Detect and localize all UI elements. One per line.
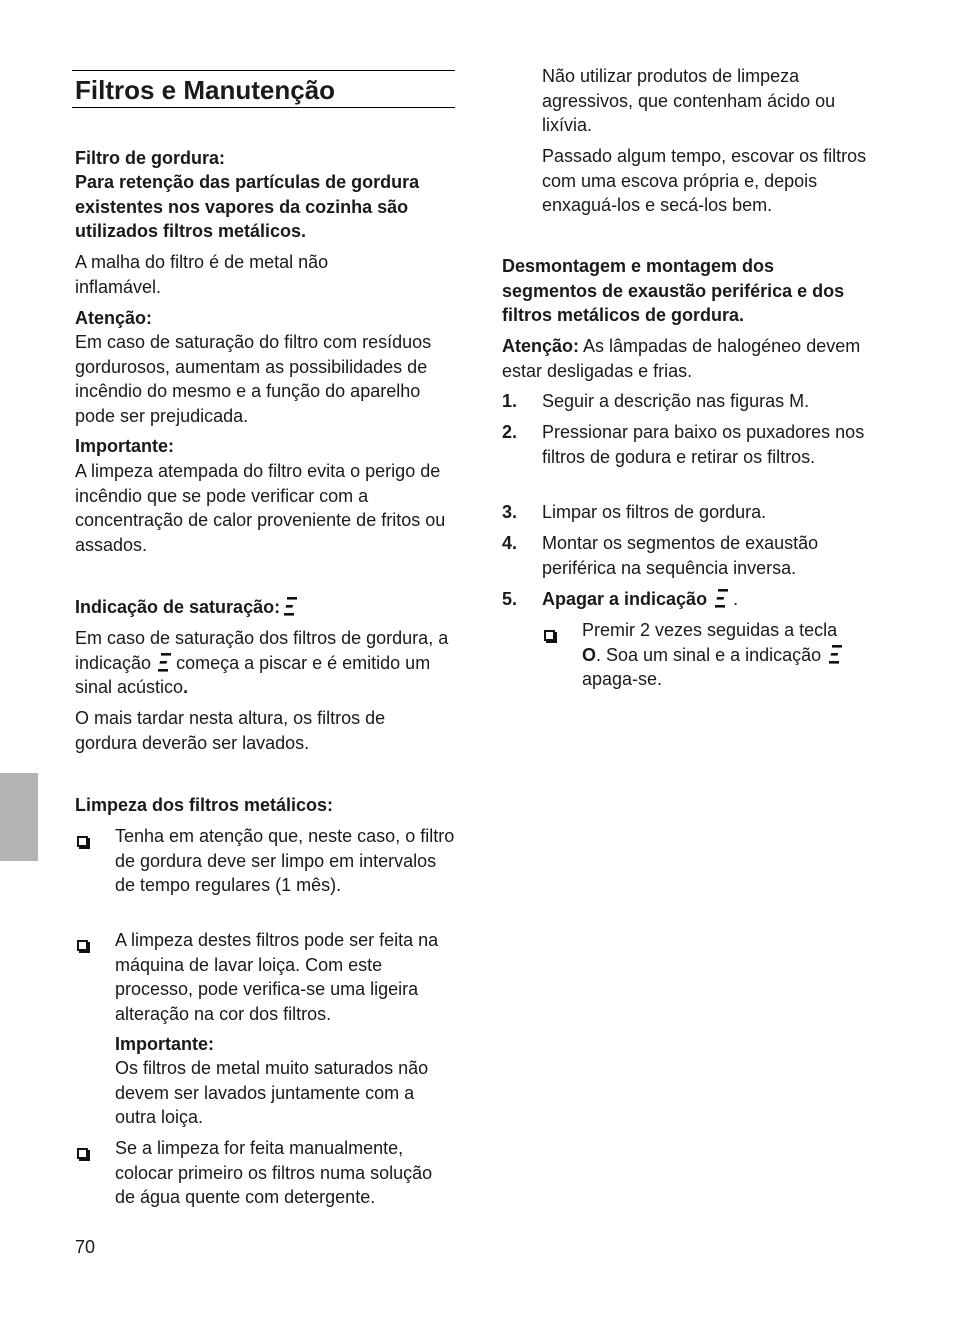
sub-step-part-a: Premir 2 vezes seguidas a tecla [582, 620, 838, 640]
important-label: Importante: [75, 436, 174, 456]
disassembly-attention-text: As lâmpadas de halogéneo devem estar desligadas e frias. [502, 336, 861, 381]
saturation-indicator-icon [284, 596, 298, 618]
disassembly-attention [502, 334, 872, 383]
step-number: 1. [502, 391, 518, 411]
saturation-indicator-icon [158, 652, 172, 674]
step-number: 4. [502, 533, 518, 553]
attention-label: Atenção: [75, 308, 153, 328]
grease-filter-heading: Filtro de gordura: [75, 148, 225, 168]
saturation-indicator-icon [715, 588, 729, 610]
step-text: Limpar os filtros de gordura. [542, 502, 767, 522]
saturation-heading-text: Indicação de saturação: [75, 597, 281, 617]
cleaning-item-1: Tenha em atenção que, neste caso, o filtro de gordura deve ser limpo em intervalos de tempo regulares (1 mês). [115, 826, 455, 895]
sub-step-part-b: . Soa um sinal e a indicação [596, 644, 822, 665]
step-text: Seguir a descrição nas figuras M. [542, 391, 810, 411]
checkbox-bullet-icon [544, 623, 564, 648]
step-text: Apagar a indicação [542, 589, 708, 609]
saturation-heading [75, 595, 298, 620]
cleaning-heading: Limpeza dos filtros metálicos: [75, 795, 334, 815]
saturation-p1-part-a: Em caso de saturação dos filtros de gordura, a indicação [75, 628, 449, 673]
sub-step-part-c: apaga-se. [582, 669, 663, 689]
step-5 [542, 587, 882, 612]
saturation-paragraph-1 [75, 626, 455, 700]
checkbox-bullet-icon [77, 1141, 97, 1166]
saturation-indicator-icon [829, 644, 843, 666]
step-number: 5. [502, 589, 518, 609]
step-text: Montar os segmentos de exaustão periférica na sequência inversa. [542, 533, 819, 578]
attention-text: Em caso de saturação do filtro com resíduos gordurosos, aumentam as possibilidades de incêndio do mesmo e a função do aparelho pode ser prejudicada. [75, 332, 432, 426]
cleaning-continuation-1: Não utilizar produtos de limpeza agressivos, que contenham ácido ou lixívia. [542, 66, 836, 135]
grease-filter-intro: Para retenção das partículas de gordura existentes nos vapores da cozinha são utilizados filtros metálicos. [75, 172, 420, 241]
disassembly-attention-label: Atenção: [502, 336, 580, 356]
sub-step [582, 618, 882, 692]
step-5-dot: . [733, 589, 739, 609]
step-number: 3. [502, 502, 518, 522]
checkbox-bullet-icon [77, 933, 97, 958]
cleaning-important-text: Os filtros de metal muito saturados não devem ser lavados juntamente com a outra loiça. [115, 1058, 429, 1127]
key-label: O [582, 644, 597, 665]
cleaning-continuation-2: Passado algum tempo, escovar os filtros com uma escova própria e, depois enxaguá-los e secá-los bem. [542, 146, 867, 215]
saturation-paragraph-2: O mais tardar nesta altura, os filtros de gordura deverão ser lavados. [75, 708, 386, 753]
page-number: 70 [75, 1237, 96, 1257]
step-number: 2. [502, 422, 518, 442]
saturation-p1-dot: . [183, 677, 189, 697]
checkbox-bullet-icon [77, 829, 97, 854]
title-rule-bottom [72, 107, 455, 108]
disassembly-heading: Desmontagem e montagem dos segmentos de exaustão periférica e dos filtros metálicos de gordura. [502, 256, 845, 325]
step-text: Pressionar para baixo os puxadores nos filtros de godura e retirar os filtros. [542, 422, 865, 467]
important-text: A limpeza atempada do filtro evita o perigo de incêndio que se pode verificar com a concentração de calor proveniente de fritos ou assados. [75, 461, 446, 555]
cleaning-important-label: Importante: [115, 1034, 214, 1054]
title-rule-top [72, 70, 455, 71]
mesh-text: A malha do filtro é de metal não inflamável. [75, 252, 329, 297]
page-title: Filtros e Manutenção [75, 75, 336, 105]
saturation-p1-part-b: começa a piscar e é emitido um sinal acústico [75, 652, 431, 697]
cleaning-item-2: A limpeza destes filtros pode ser feita na máquina de lavar loiça. Com este processo, pode verifica-se uma ligeira alteração na cor dos filtros. [115, 930, 439, 1024]
chapter-tab [0, 773, 38, 861]
cleaning-item-3: Se a limpeza for feita manualmente, colocar primeiro os filtros numa solução de água quente com detergente. [115, 1138, 433, 1207]
